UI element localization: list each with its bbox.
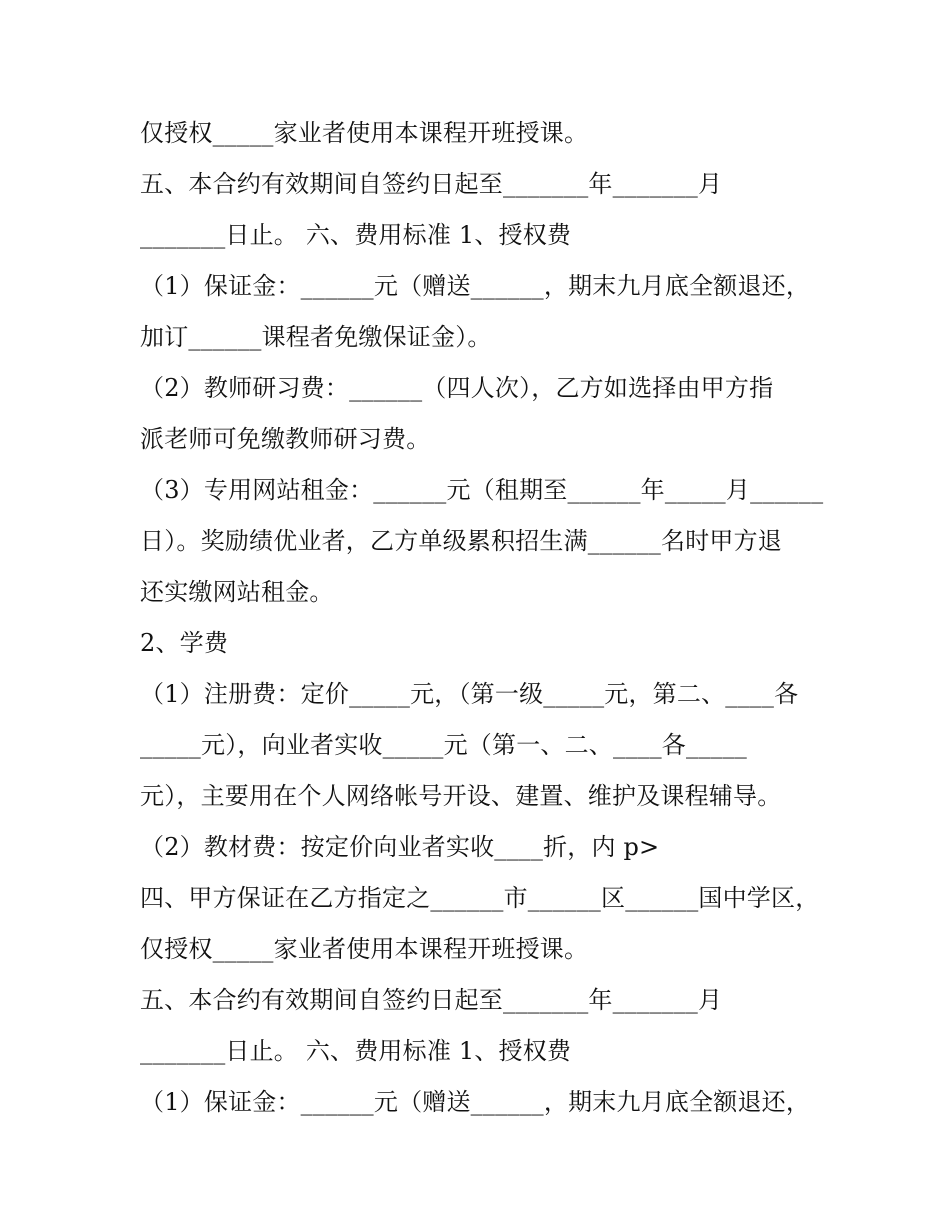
text-line: 五、本合约有效期间自签约日起至_______年_______月	[140, 170, 723, 198]
text-line: 四、甲方保证在乙方指定之______市______区______国中学区，	[140, 884, 820, 912]
text-line: 加订______课程者免缴保证金）。	[140, 323, 492, 351]
text-line: （1）保证金：______元（赠送______，期末九月底全额退还，	[140, 1088, 811, 1116]
text-line: _______日止。 六、费用标准 1、授权费	[140, 221, 572, 249]
text-line: （1）保证金：______元（赠送______，期末九月底全额退还，	[140, 272, 811, 300]
text-line: （3）专用网站租金：______元（租期至______年_____月______	[140, 476, 824, 504]
text-line: （1）注册费：定价_____元，（第一级_____元，第二、____各	[140, 680, 799, 708]
text-line: 五、本合约有效期间自签约日起至_______年_______月	[140, 986, 723, 1014]
text-line: 日）。奖励绩优业者，乙方单级累积招生满______名时甲方退	[140, 527, 782, 555]
text-line: 派老师可免缴教师研习费。	[140, 425, 431, 453]
text-line: （2）教材费：按定价向业者实收____折，内 p>	[140, 833, 660, 861]
text-line: 2、学费	[140, 629, 229, 657]
text-line: （2）教师研习费：______（四人次），乙方如选择由甲方指	[140, 374, 774, 402]
text-line: _____元），向业者实收_____元（第一、二、____各_____	[140, 731, 747, 759]
text-line: 还实缴网站租金。	[140, 578, 334, 606]
text-line: 仅授权_____家业者使用本课程开班授课。	[140, 119, 589, 147]
text-line: _______日止。 六、费用标准 1、授权费	[140, 1037, 572, 1065]
document-body	[140, 108, 824, 1128]
text-line: 仅授权_____家业者使用本课程开班授课。	[140, 935, 589, 963]
text-line: 元），主要用在个人网络帐号开设、建置、维护及课程辅导。	[140, 782, 782, 810]
